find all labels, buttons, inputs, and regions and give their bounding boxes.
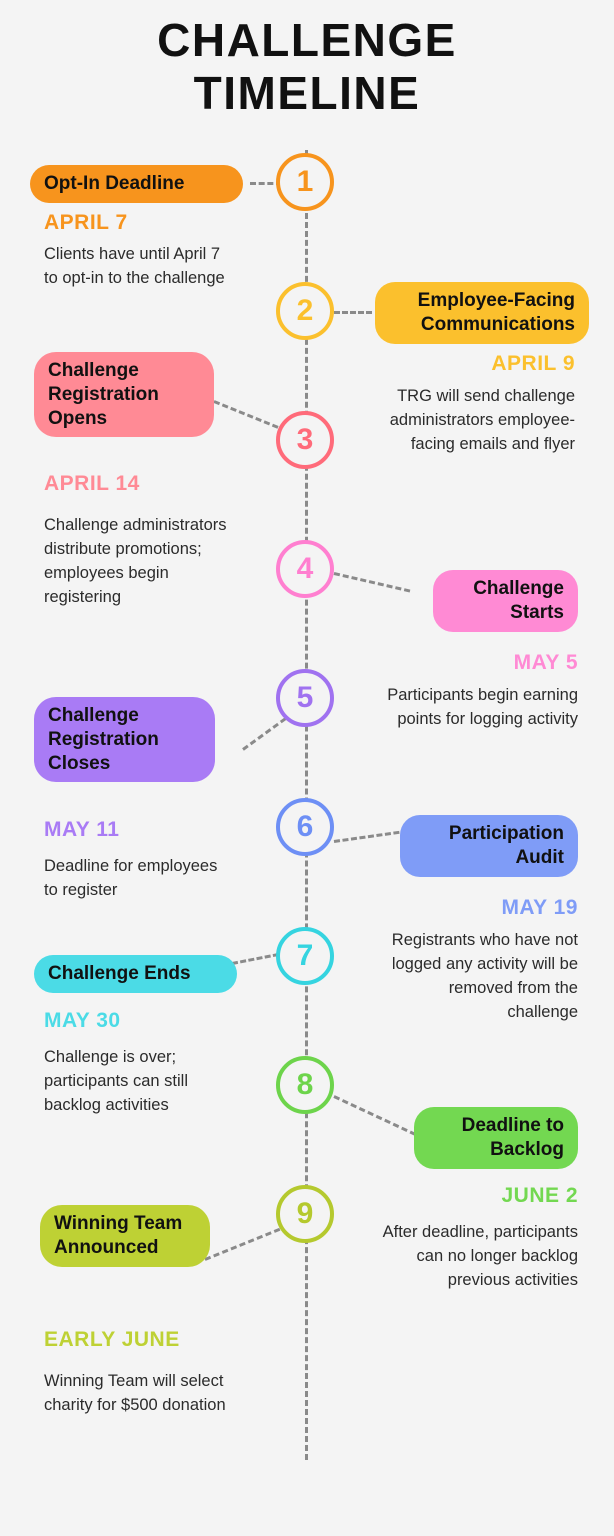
step-date-text-3: APRIL 14 bbox=[44, 472, 140, 495]
step-node-9[interactable] bbox=[276, 1185, 334, 1243]
connector-9 bbox=[204, 1224, 289, 1260]
step-node-2[interactable] bbox=[276, 282, 334, 340]
step-number-3: 3 bbox=[296, 423, 314, 456]
step-node-1[interactable] bbox=[276, 153, 334, 211]
step-date-9 bbox=[44, 1328, 274, 1352]
step-date-text-4: MAY 5 bbox=[513, 651, 578, 674]
step-date-7 bbox=[44, 1009, 264, 1033]
step-label-text-5: Challenge Registration Closes bbox=[48, 705, 159, 774]
step-description-text-3: Challenge administrators distribute promotions; employees begin registering bbox=[44, 516, 227, 606]
step-date-text-6: MAY 19 bbox=[501, 896, 578, 919]
step-node-8[interactable] bbox=[276, 1056, 334, 1114]
step-date-5 bbox=[44, 818, 264, 842]
step-date-6 bbox=[349, 896, 578, 920]
step-date-2 bbox=[349, 352, 575, 376]
step-number-1: 1 bbox=[296, 165, 314, 198]
step-description-4 bbox=[378, 684, 578, 732]
step-date-text-9: EARLY JUNE bbox=[44, 1328, 180, 1351]
step-description-text-8: After deadline, participants can no longer backlog previous activities bbox=[382, 1223, 578, 1289]
step-label-5 bbox=[34, 697, 215, 782]
step-node-7[interactable] bbox=[276, 927, 334, 985]
step-description-2 bbox=[375, 385, 575, 457]
page-title-line2: TIMELINE bbox=[193, 66, 421, 119]
step-date-3 bbox=[44, 472, 264, 496]
step-label-text-4: Challenge Starts bbox=[473, 578, 564, 623]
step-label-text-8: Deadline to Backlog bbox=[461, 1115, 564, 1160]
step-description-text-9: Winning Team will select charity for $500 donation bbox=[44, 1372, 226, 1414]
step-label-3 bbox=[34, 352, 214, 437]
page-title bbox=[0, 14, 614, 120]
step-description-1 bbox=[44, 243, 234, 291]
step-description-text-5: Deadline for employees to register bbox=[44, 857, 218, 899]
step-label-4 bbox=[433, 570, 578, 632]
step-node-5[interactable] bbox=[276, 669, 334, 727]
step-label-2 bbox=[375, 282, 589, 344]
step-number-8: 8 bbox=[296, 1068, 314, 1101]
connector-8 bbox=[333, 1095, 416, 1136]
step-number-4: 4 bbox=[296, 552, 314, 585]
step-label-text-9: Winning Team Announced bbox=[54, 1213, 183, 1258]
step-label-text-1: Opt-In Deadline bbox=[44, 173, 185, 194]
step-date-text-1: APRIL 7 bbox=[44, 211, 128, 234]
connector-6 bbox=[334, 831, 400, 843]
step-node-3[interactable] bbox=[276, 411, 334, 469]
step-description-text-1: Clients have until April 7 to opt-in to the challenge bbox=[44, 245, 225, 287]
step-label-text-6: Participation Audit bbox=[448, 823, 564, 868]
step-label-7 bbox=[34, 955, 237, 993]
connector-2 bbox=[334, 311, 372, 314]
step-description-text-4: Participants begin earning points for logging activity bbox=[387, 686, 578, 728]
step-date-4 bbox=[349, 651, 578, 675]
step-label-text-3: Challenge Registration Opens bbox=[48, 360, 159, 429]
step-date-text-5: MAY 11 bbox=[44, 818, 120, 841]
step-date-text-8: JUNE 2 bbox=[501, 1184, 578, 1207]
step-description-7 bbox=[44, 1046, 230, 1118]
step-description-3 bbox=[44, 514, 230, 610]
step-label-1 bbox=[30, 165, 243, 203]
step-label-9 bbox=[40, 1205, 210, 1267]
step-date-8 bbox=[349, 1184, 578, 1208]
step-node-4[interactable] bbox=[276, 540, 334, 598]
step-label-6 bbox=[400, 815, 578, 877]
step-description-text-2: TRG will send challenge administrators employee-facing emails and flyer bbox=[389, 387, 575, 453]
step-date-text-7: MAY 30 bbox=[44, 1009, 121, 1032]
step-description-text-7: Challenge is over; participants can still backlog activities bbox=[44, 1048, 188, 1114]
step-number-5: 5 bbox=[296, 681, 314, 714]
connector-4 bbox=[334, 572, 411, 592]
step-date-1 bbox=[44, 211, 264, 235]
step-node-6[interactable] bbox=[276, 798, 334, 856]
step-description-text-6: Registrants who have not logged any activity will be removed from the challenge bbox=[391, 931, 578, 1021]
step-number-9: 9 bbox=[296, 1197, 314, 1230]
connector-3 bbox=[213, 400, 286, 432]
step-description-6 bbox=[378, 929, 578, 1025]
step-number-2: 2 bbox=[296, 294, 314, 327]
page-title-line1: CHALLENGE bbox=[157, 14, 457, 66]
step-date-text-2: APRIL 9 bbox=[491, 352, 575, 375]
step-label-text-2: Employee-Facing Communications bbox=[417, 290, 575, 335]
step-number-6: 6 bbox=[296, 810, 314, 843]
step-description-8 bbox=[374, 1221, 578, 1293]
step-number-7: 7 bbox=[296, 939, 314, 972]
step-label-text-7: Challenge Ends bbox=[48, 963, 191, 984]
step-label-8 bbox=[414, 1107, 578, 1169]
step-description-9 bbox=[44, 1370, 239, 1418]
step-description-5 bbox=[44, 855, 230, 903]
